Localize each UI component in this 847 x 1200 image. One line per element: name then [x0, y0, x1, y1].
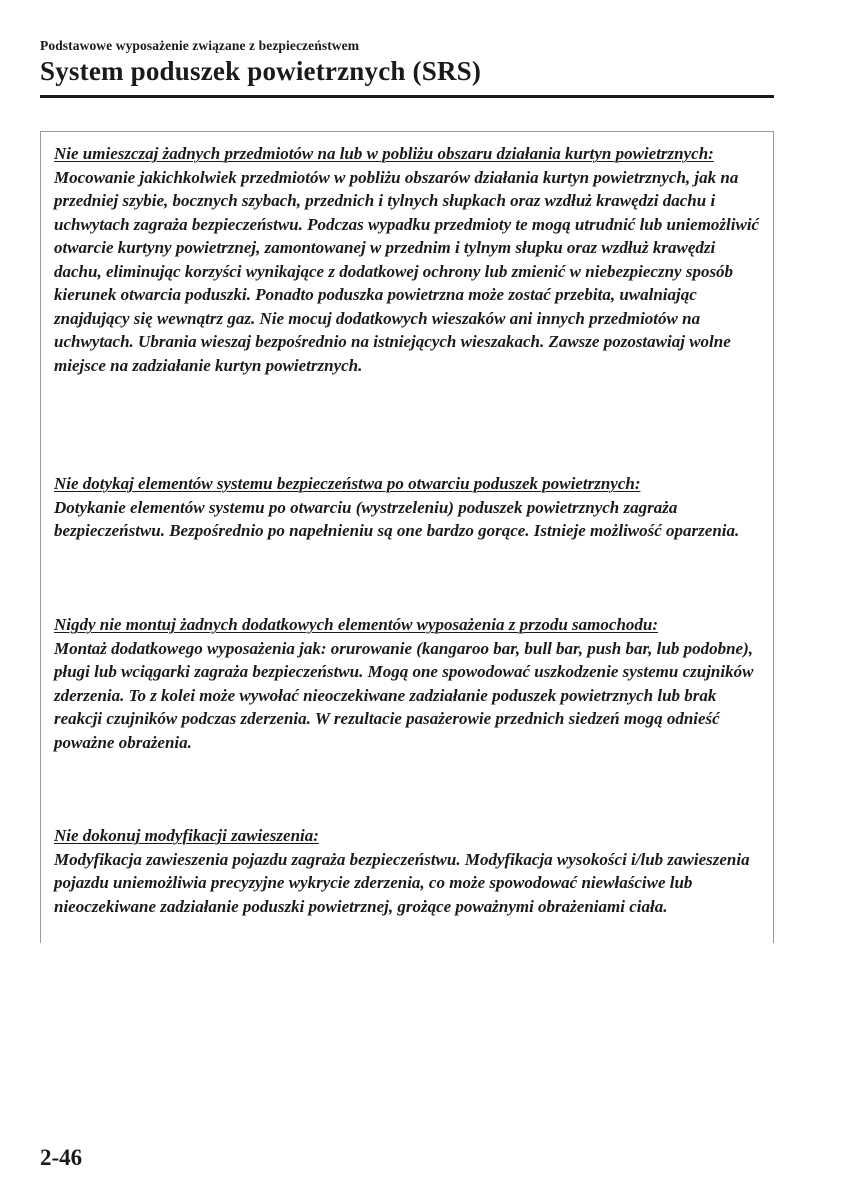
warning-heading: Nie dokonuj modyfikacji zawieszenia:: [54, 826, 319, 845]
warning-heading: Nie umieszczaj żadnych przedmiotów na lub w pobliżu obszaru działania kurtyn powietrznych:: [54, 144, 714, 163]
section-label: Podstawowe wyposażenie związane z bezpieczeństwem: [40, 38, 360, 53]
warning-no-front-equipment: [54, 613, 760, 754]
page-number: 2-46: [40, 1145, 83, 1170]
warning-no-suspension-modification: [54, 824, 760, 918]
warning-body: Montaż dodatkowego wyposażenia jak: orurowanie (kangaroo bar, bull bar, push bar, lub podobne), pługi lub wciągarki zagraża bezpieczeństwu. Mogą one spowodować uszkodzenie systemu czujników zderzenia. To z kolei może wywołać nieoczekiwane zadziałanie poduszek powietrznych lub brak reakcji czujników podczas zderzenia. W rezultacie pasażerowie przednich siedzeń mogą odnieść poważne obrażenia.: [54, 638, 754, 752]
warning-box: [40, 131, 774, 943]
warning-heading: Nigdy nie montuj żadnych dodatkowych elementów wyposażenia z przodu samochodu:: [54, 615, 659, 634]
warning-body: Dotykanie elementów systemu po otwarciu (wystrzeleniu) poduszek powietrznych zagraża bezpieczeństwu. Bezpośrednio po napełnieniu są one bardzo gorące. Istnieje możliwość oparzenia.: [54, 497, 740, 540]
warning-curtain-airbag-area: [54, 142, 760, 377]
warning-do-not-touch-components: [54, 472, 760, 543]
warning-heading: Nie dotykaj elementów systemu bezpieczeństwa po otwarciu poduszek powietrznych:: [54, 474, 641, 493]
warning-body: Mocowanie jakichkolwiek przedmiotów w pobliżu obszarów działania kurtyn powietrznych, jak na przedniej szybie, bocznych szybach, przednich i tylnych słupkach oraz wzdłuż krawędzi dachu i uchwytach zagraża bezpieczeństwu. Podczas wypadku przedmioty te mogą utrudnić lub uniemożliwić otwarcie kurtyny powietrznej, zamontowanej w przednim i tylnym słupku oraz wzdłuż krawędzi dachu, eliminując korzyści wynikające z dodatkowej ochrony lub zmienić w niebezpieczny sposób kierunek otwarcia poduszki. Ponadto poduszka powietrzna może zostać przebita, uwalniając znajdujący się wewnątrz gaz. Nie mocuj dodatkowych wieszaków ani innych przedmiotów na uchwytach. Ubrania wieszaj bezpośrednio na istniejących wieszakach. Zawsze pozostawiaj wolne miejsce na zadziałanie kurtyn powietrznych.: [54, 167, 760, 375]
warning-body: Modyfikacja zawieszenia pojazdu zagraża bezpieczeństwu. Modyfikacja wysokości i/lub zawieszenia pojazdu uniemożliwia precyzyjne wykrycie zderzenia, co może spowodować niewłaściwe lub nieoczekiwane zadziałanie poduszki powietrznej, grożące poważnymi obrażeniami ciała.: [54, 849, 750, 916]
title-divider: [40, 95, 774, 98]
page-title: System poduszek powietrznych (SRS): [40, 56, 482, 86]
